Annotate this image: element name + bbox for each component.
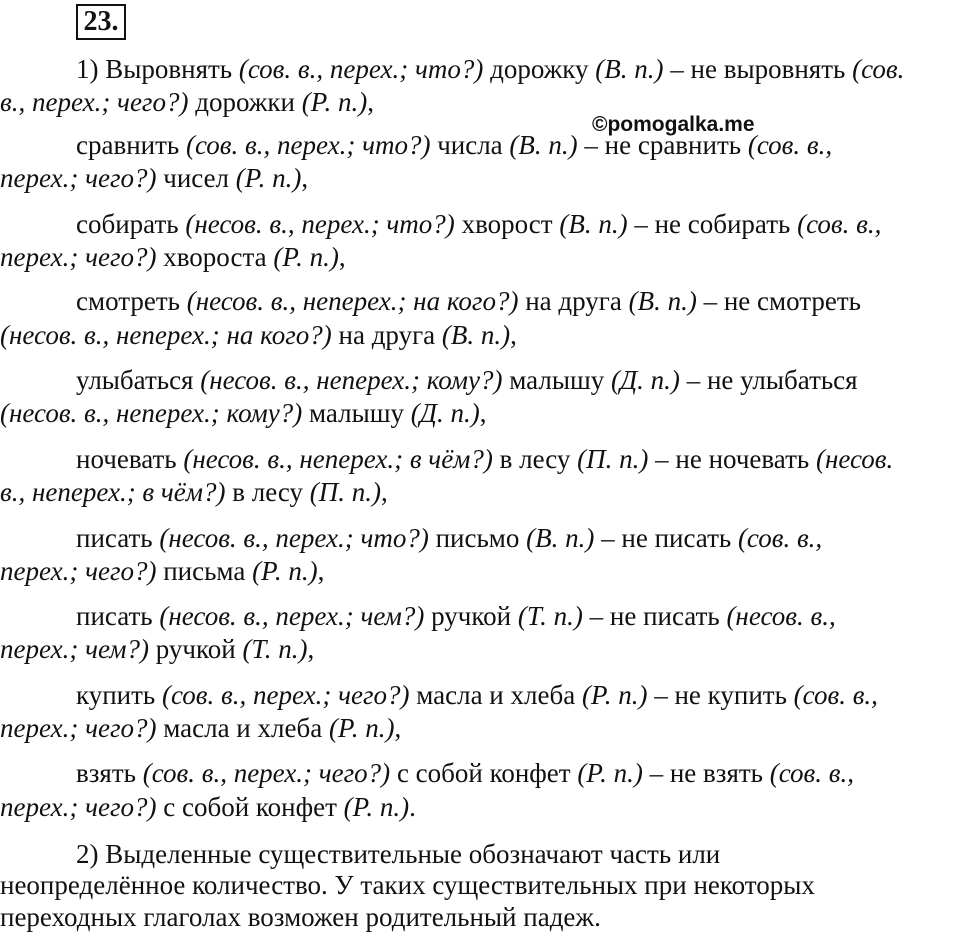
grammar-note: (Р. п.) bbox=[328, 713, 395, 743]
text-segment: масла и хлеба bbox=[156, 713, 329, 743]
text-segment: ручкой bbox=[149, 634, 243, 664]
text-segment: , bbox=[479, 398, 487, 428]
grammar-note: (Д. п.) bbox=[611, 365, 680, 395]
grammar-note: (сов. bbox=[852, 54, 905, 84]
grammar-note: (Р. п.) bbox=[301, 87, 368, 117]
grammar-note: (сов. в., перех.; чего?) bbox=[142, 758, 391, 788]
text-line bbox=[0, 86, 374, 118]
text-segment: хворост bbox=[454, 209, 560, 239]
grammar-note: (Д. п.) bbox=[410, 398, 480, 428]
text-segment: – не смотреть bbox=[696, 286, 861, 316]
text-line bbox=[76, 757, 854, 789]
grammar-note: (сов. в., bbox=[793, 680, 878, 710]
grammar-note: перех.; чем?) bbox=[0, 634, 150, 664]
text-line bbox=[76, 443, 893, 475]
text-line bbox=[76, 600, 836, 632]
text-line bbox=[0, 319, 517, 351]
grammar-note: в., перех.; чего?) bbox=[0, 87, 189, 117]
text-segment: – не сравнить bbox=[577, 130, 748, 160]
grammar-note: (В. п.) bbox=[509, 130, 578, 160]
text-segment: масла и хлеба bbox=[409, 680, 582, 710]
text-segment: , bbox=[317, 556, 325, 586]
grammar-note: (сов. в., перех.; что?) bbox=[185, 130, 431, 160]
text-line bbox=[76, 364, 858, 396]
grammar-note: (сов. в., bbox=[737, 523, 823, 553]
grammar-note: (несов. в., неперех.; кому?) bbox=[200, 365, 503, 395]
text-segment: с собой конфет bbox=[390, 758, 578, 788]
text-segment: 2) Выделенные существительные обозначают часть или bbox=[76, 839, 721, 869]
text-segment: чисел bbox=[156, 163, 236, 193]
text-segment: дорожку bbox=[483, 54, 596, 84]
grammar-note: (П. п.) bbox=[309, 477, 381, 507]
text-segment: переходных глаголах возможен родительный падеж. bbox=[0, 902, 601, 932]
grammar-note: (несов. в., перех.; что?) bbox=[159, 523, 429, 553]
grammar-note: (Р. п.) bbox=[273, 242, 339, 272]
text-line bbox=[76, 53, 904, 85]
text-segment: , bbox=[367, 87, 375, 117]
grammar-note: (Р. п.) bbox=[581, 680, 648, 710]
text-segment: , bbox=[381, 477, 388, 507]
grammar-note: перех.; чего?) bbox=[0, 556, 157, 586]
grammar-note: перех.; чего?) bbox=[0, 713, 157, 743]
text-segment: с собой конфет bbox=[156, 792, 344, 822]
text-segment: малышу bbox=[502, 365, 612, 395]
grammar-note: (сов. в., bbox=[747, 130, 833, 160]
text-line bbox=[0, 162, 308, 194]
grammar-note: (сов. в., перех.; чего?) bbox=[162, 680, 410, 710]
text-segment: купить bbox=[76, 680, 162, 710]
text-line bbox=[0, 633, 314, 665]
text-segment: на друга bbox=[331, 320, 442, 350]
grammar-note: (несов. в., перех.; что?) bbox=[185, 209, 455, 239]
grammar-note: (Р. п.) bbox=[235, 163, 302, 193]
text-line bbox=[0, 397, 486, 429]
text-segment: ночевать bbox=[76, 444, 184, 474]
watermark: ©pomogalka.me bbox=[592, 113, 755, 136]
text-segment: письма bbox=[156, 556, 253, 586]
grammar-note: (несов. в., bbox=[726, 601, 836, 631]
text-line bbox=[0, 712, 401, 744]
text-segment: 1) Выровнять bbox=[76, 54, 239, 84]
text-segment: письмо bbox=[428, 523, 527, 553]
text-line bbox=[0, 869, 815, 901]
text-segment: сравнить bbox=[76, 130, 186, 160]
grammar-note: (В. п.) bbox=[595, 54, 664, 84]
text-segment: – не собирать bbox=[627, 209, 798, 239]
text-segment: неопределённое количество. У таких существительных при некоторых bbox=[0, 870, 815, 900]
text-segment: на друга bbox=[518, 286, 629, 316]
text-line bbox=[76, 679, 878, 711]
grammar-note: (Р. п.) bbox=[343, 792, 410, 822]
grammar-note: (несов. в., неперех.; в чём?) bbox=[183, 444, 493, 474]
grammar-note: (несов. в., неперех.; на кого?) bbox=[186, 286, 519, 316]
text-segment: собирать bbox=[76, 209, 186, 239]
text-segment: взять bbox=[76, 758, 143, 788]
text-segment: в лесу bbox=[225, 477, 310, 507]
text-line bbox=[76, 208, 881, 240]
text-segment: – не улыбаться bbox=[679, 365, 858, 395]
grammar-note: (В. п.) bbox=[441, 320, 511, 350]
text-segment: – не взять bbox=[642, 758, 770, 788]
text-segment: малышу bbox=[302, 398, 411, 428]
grammar-note: (сов. в., bbox=[797, 209, 882, 239]
text-segment: – не писать bbox=[594, 523, 738, 553]
text-segment: улыбаться bbox=[76, 365, 201, 395]
exercise-number: 23. bbox=[76, 4, 126, 40]
grammar-note: (В. п.) bbox=[526, 523, 595, 553]
grammar-note: (сов. в., перех.; что?) bbox=[238, 54, 484, 84]
text-segment: – не ночевать bbox=[648, 444, 816, 474]
text-segment: в лесу bbox=[492, 444, 578, 474]
text-segment: писать bbox=[76, 601, 160, 631]
grammar-note: (сов. в., bbox=[769, 758, 854, 788]
text-line bbox=[76, 838, 720, 870]
text-segment: , bbox=[510, 320, 517, 350]
text-segment: – не выровнять bbox=[663, 54, 853, 84]
grammar-note: перех.; чего?) bbox=[0, 242, 157, 272]
text-segment: смотреть bbox=[76, 286, 187, 316]
text-line bbox=[0, 555, 324, 587]
grammar-note: перех.; чего?) bbox=[0, 792, 157, 822]
grammar-note: (несов. в., неперех.; кому?) bbox=[0, 398, 303, 428]
grammar-note: (П. п.) bbox=[577, 444, 649, 474]
text-line bbox=[76, 522, 822, 554]
text-line bbox=[0, 791, 416, 823]
text-segment: , bbox=[307, 634, 315, 664]
grammar-note: (несов. в., неперех.; на кого?) bbox=[0, 320, 332, 350]
grammar-note: (В. п.) bbox=[628, 286, 697, 316]
grammar-note: (несов. в., перех.; чем?) bbox=[159, 601, 425, 631]
text-segment: , bbox=[338, 242, 346, 272]
text-line bbox=[0, 476, 388, 508]
grammar-note: (несов. bbox=[815, 444, 894, 474]
text-segment: – не купить bbox=[647, 680, 794, 710]
text-line bbox=[0, 241, 346, 273]
grammar-note: (Р. п.) bbox=[577, 758, 643, 788]
text-segment: ручкой bbox=[424, 601, 518, 631]
text-segment: , bbox=[394, 713, 402, 743]
text-segment: хвороста bbox=[156, 242, 274, 272]
text-segment: . bbox=[409, 792, 416, 822]
grammar-note: (Т. п.) bbox=[242, 634, 308, 664]
grammar-note: (В. п.) bbox=[559, 209, 628, 239]
text-segment: числа bbox=[430, 130, 510, 160]
text-line bbox=[0, 901, 601, 933]
text-segment: – не писать bbox=[582, 601, 727, 631]
grammar-note: перех.; чего?) bbox=[0, 163, 157, 193]
grammar-note: в., неперех.; в чём?) bbox=[0, 477, 226, 507]
text-line bbox=[76, 285, 861, 317]
text-segment: , bbox=[301, 163, 309, 193]
grammar-note: (Т. п.) bbox=[517, 601, 583, 631]
grammar-note: (Р. п.) bbox=[252, 556, 318, 586]
text-line bbox=[76, 129, 832, 161]
text-segment: писать bbox=[76, 523, 160, 553]
text-segment: дорожки bbox=[188, 87, 302, 117]
